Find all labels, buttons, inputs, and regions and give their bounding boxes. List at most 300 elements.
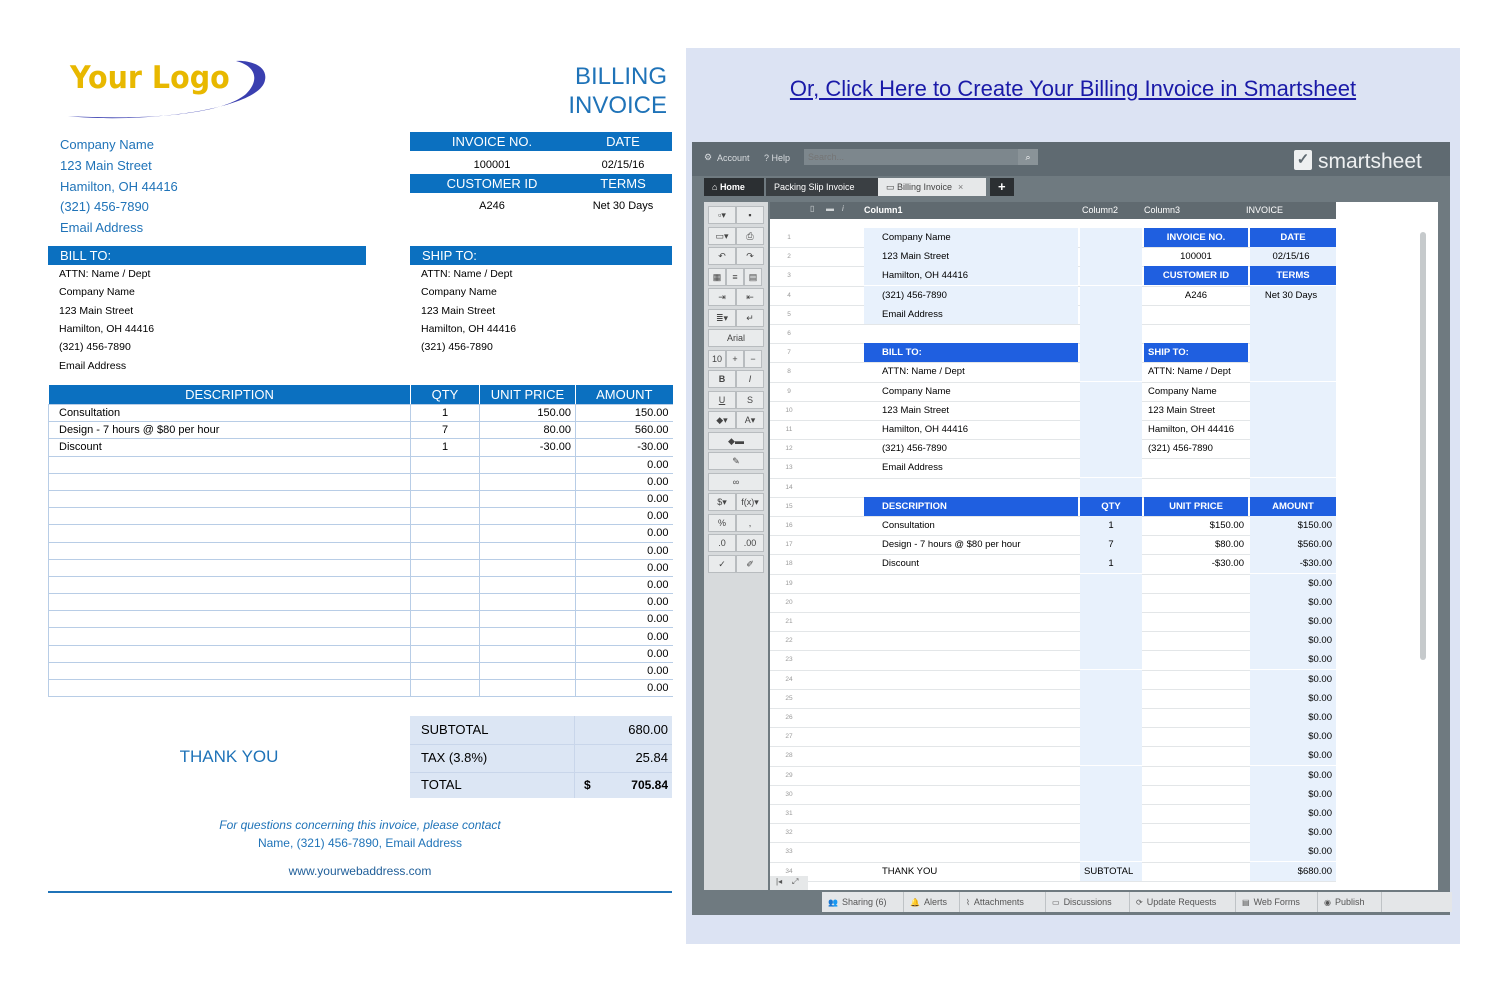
grid-cell[interactable]: $0.00 xyxy=(1308,750,1332,762)
grid-cell[interactable]: BILL TO: xyxy=(864,343,1078,362)
grid-cell[interactable]: TERMS xyxy=(1250,266,1336,285)
company-phone: (321) 456-7890 xyxy=(60,199,149,214)
font-size-select[interactable]: 10 xyxy=(708,350,726,368)
smartsheet-toolbar xyxy=(704,202,768,890)
grid-cell[interactable]: $0.00 xyxy=(1308,673,1332,685)
toolbar-row xyxy=(708,350,764,368)
grid-cell[interactable]: SHIP TO: xyxy=(1144,343,1248,362)
grid-cell[interactable] xyxy=(1080,324,1142,343)
grid-row[interactable] xyxy=(770,266,1336,286)
grid-cell[interactable] xyxy=(864,631,1078,650)
fill-color-icon[interactable]: ◆▾ xyxy=(708,411,736,429)
grid-cell[interactable] xyxy=(1144,650,1248,669)
grid-cell[interactable] xyxy=(864,612,1078,631)
conditional-format-icon[interactable]: ◆▬ xyxy=(708,432,764,450)
table-row xyxy=(49,405,673,422)
table-row xyxy=(49,490,673,507)
account-menu[interactable]: Account xyxy=(717,153,750,163)
grid-cell[interactable] xyxy=(864,785,1078,804)
column-header[interactable]: Column3 xyxy=(1144,205,1181,215)
grid-cell[interactable] xyxy=(1144,305,1248,324)
table-row xyxy=(49,542,673,559)
wrap-icon[interactable]: ↵ xyxy=(736,309,764,327)
bold-icon[interactable]: B xyxy=(708,370,736,388)
text-color-icon[interactable]: A▾ xyxy=(736,411,764,429)
decimal-decrease-icon[interactable]: .00 xyxy=(736,534,764,552)
grid-cell[interactable] xyxy=(1144,324,1248,343)
grid-cell[interactable] xyxy=(1080,650,1142,669)
grid-cell[interactable]: $0.00 xyxy=(1308,712,1332,723)
grid-cell[interactable] xyxy=(864,708,1078,727)
grid-cell[interactable] xyxy=(1080,439,1142,458)
item-unit-price xyxy=(480,456,576,473)
grid-cell[interactable]: 1 xyxy=(1108,520,1114,531)
bottom-tab[interactable] xyxy=(822,892,904,912)
grid-cell[interactable]: $0.00 xyxy=(1308,616,1332,627)
scroll-start-icon[interactable]: |◂ xyxy=(776,877,783,886)
grid-cell[interactable]: $680.00 xyxy=(1297,865,1332,877)
grid-cell[interactable]: $150.00 xyxy=(1209,520,1244,531)
home-icon: ⌂ xyxy=(712,182,720,192)
grid-row[interactable] xyxy=(770,305,1336,325)
grid-cell[interactable] xyxy=(1144,689,1248,708)
grid-cell[interactable] xyxy=(1250,382,1336,401)
grid-cell[interactable]: Hamilton, OH 44416 xyxy=(1148,424,1235,435)
grid-cell[interactable]: $150.00 xyxy=(1297,520,1332,531)
company-city: Hamilton, OH 44416 xyxy=(60,179,178,194)
grid-row[interactable] xyxy=(770,401,1336,421)
grid-cell[interactable]: (321) 456-7890 xyxy=(882,289,947,301)
decimal-increase-icon[interactable]: .0 xyxy=(708,534,736,552)
grid-cell[interactable]: ATTN: Name / Dept xyxy=(1148,366,1231,378)
grid-cell[interactable] xyxy=(1250,458,1336,477)
grid-cell[interactable]: THANK YOU xyxy=(882,865,938,877)
sheet-icon: ▭ xyxy=(886,182,898,192)
grid-cell[interactable] xyxy=(1250,305,1336,324)
grid-cell[interactable]: ATTN: Name / Dept xyxy=(882,366,965,378)
item-unit-price xyxy=(480,594,576,611)
grid-cell[interactable] xyxy=(1080,670,1142,689)
save-icon[interactable]: ▪ xyxy=(736,206,764,224)
smartsheet-topbar xyxy=(692,142,1450,176)
toolbar-row xyxy=(708,309,764,327)
bottom-tab-label: Attachments xyxy=(973,897,1024,907)
tab-home[interactable]: ⌂ Home xyxy=(704,178,764,196)
grid-cell[interactable] xyxy=(1080,401,1142,420)
grid-cell[interactable] xyxy=(864,804,1078,823)
grid-cell[interactable]: $0.00 xyxy=(1308,692,1332,704)
footer-contact-details: Name, (321) 456-7890, Email Address xyxy=(257,836,463,850)
row-number: 28 xyxy=(785,752,793,760)
customer-id-value: A246 xyxy=(479,200,505,212)
grid-cell[interactable] xyxy=(864,689,1078,708)
tax-value: 25.84 xyxy=(635,750,668,765)
table-row xyxy=(49,680,673,697)
grid-row[interactable] xyxy=(770,324,1336,344)
grid-cell[interactable]: 123 Main Street xyxy=(882,251,950,263)
grid-cell[interactable] xyxy=(864,478,1078,497)
grid-cell[interactable] xyxy=(1080,727,1142,746)
grid-cell[interactable] xyxy=(1080,631,1142,650)
strikethrough-icon[interactable]: S xyxy=(736,391,764,409)
grid-cell[interactable] xyxy=(864,593,1078,612)
grid-cell[interactable]: DESCRIPTION xyxy=(864,497,1078,516)
grid-cell[interactable] xyxy=(1080,247,1142,266)
grid-cell[interactable] xyxy=(1144,823,1248,842)
grid-cell[interactable]: A246 xyxy=(1184,289,1208,301)
column-header[interactable]: Column1 xyxy=(864,205,903,215)
undo-icon[interactable]: ↶ xyxy=(708,247,736,265)
grid-cell[interactable] xyxy=(1144,478,1248,497)
grid-cell[interactable]: AMOUNT xyxy=(1250,497,1336,516)
item-unit-price xyxy=(480,662,576,679)
zoom-out-icon[interactable]: − xyxy=(744,350,762,368)
item-qty xyxy=(411,508,480,525)
company-name: Company Name xyxy=(60,137,154,152)
grid-cell[interactable] xyxy=(1080,458,1142,477)
grid-cell[interactable] xyxy=(1080,842,1142,861)
bottom-tab[interactable] xyxy=(904,892,960,912)
grid-row[interactable] xyxy=(770,478,1336,498)
formula-icon[interactable]: f(x)▾ xyxy=(736,493,764,511)
bottom-tab[interactable] xyxy=(1130,892,1236,912)
date-value: 02/15/16 xyxy=(601,159,645,171)
grid-cell[interactable] xyxy=(1144,804,1248,823)
grid-row[interactable] xyxy=(770,382,1336,402)
grid-cell[interactable] xyxy=(864,823,1078,842)
grid-cell[interactable]: $0.00 xyxy=(1308,654,1332,666)
grid-cell[interactable]: 1 xyxy=(1108,558,1114,570)
font-select[interactable]: Arial xyxy=(708,329,764,347)
row-number: 29 xyxy=(785,771,793,779)
italic-icon[interactable]: I xyxy=(736,370,764,388)
grid-footer-controls xyxy=(770,876,808,890)
grid-cell[interactable] xyxy=(1144,670,1248,689)
grid-cell[interactable]: Hamilton, OH 44416 xyxy=(882,270,969,282)
grid-row[interactable] xyxy=(770,708,1336,728)
grid-cell[interactable] xyxy=(1144,458,1248,477)
grid-cell[interactable]: Email Address xyxy=(882,308,943,320)
insert-icon[interactable]: ▭▾ xyxy=(708,227,736,245)
grid-row[interactable] xyxy=(770,554,1336,574)
grid-cell[interactable]: $0.00 xyxy=(1308,577,1332,589)
item-unit-price xyxy=(480,508,576,525)
grid-cell[interactable]: Consultation xyxy=(882,520,935,531)
grid-cell[interactable]: Company Name xyxy=(882,232,951,243)
grid-cell[interactable]: (321) 456-7890 xyxy=(1148,443,1213,455)
grid-cell[interactable] xyxy=(864,650,1078,669)
item-unit-price xyxy=(480,490,576,507)
grid-cell[interactable]: $0.00 xyxy=(1308,596,1332,608)
grid-cell[interactable]: $560.00 xyxy=(1297,539,1332,551)
grid-row[interactable] xyxy=(770,343,1336,363)
grid-cell[interactable] xyxy=(1080,228,1142,247)
item-description: Consultation xyxy=(49,405,411,422)
bottom-tab-label: Web Forms xyxy=(1253,897,1300,907)
grid-cell[interactable]: $0.00 xyxy=(1308,635,1332,647)
outdent-icon[interactable]: ⇤ xyxy=(736,288,764,306)
grid-cell[interactable] xyxy=(1250,362,1336,381)
grid-cell[interactable] xyxy=(1080,804,1142,823)
grid-cell[interactable] xyxy=(1144,842,1248,861)
percent-icon[interactable]: % xyxy=(708,514,736,532)
grid-cell[interactable]: (321) 456-7890 xyxy=(882,443,947,455)
grid-cell[interactable]: Company Name xyxy=(882,385,951,397)
grid-cell[interactable]: -$30.00 xyxy=(1299,558,1332,570)
item-unit-price xyxy=(480,525,576,542)
grid-cell[interactable] xyxy=(1250,324,1336,343)
bottom-tab[interactable] xyxy=(1046,892,1130,912)
attachments-icon: ⌇ xyxy=(966,898,970,907)
grid-cell[interactable] xyxy=(864,670,1078,689)
grid-row[interactable] xyxy=(770,727,1336,747)
item-amount: 0.00 xyxy=(576,473,673,490)
grid-cell[interactable] xyxy=(1080,823,1142,842)
grid-cell[interactable] xyxy=(1080,766,1142,785)
grid-cell[interactable] xyxy=(1080,746,1142,765)
toolbar-row xyxy=(708,370,764,388)
item-amount: 560.00 xyxy=(576,422,673,439)
grid-cell[interactable]: INVOICE NO. xyxy=(1144,228,1248,247)
grid-row[interactable] xyxy=(770,612,1336,632)
bill-to-label: BILL TO: xyxy=(48,246,366,265)
grid-cell[interactable]: $0.00 xyxy=(1308,769,1332,781)
item-qty xyxy=(411,594,480,611)
item-unit-price xyxy=(480,559,576,576)
grid-view-icon[interactable]: ▦ xyxy=(708,268,726,286)
company-street: 123 Main Street xyxy=(60,158,152,173)
grid-cell[interactable] xyxy=(1080,420,1142,439)
row-number: 13 xyxy=(785,464,793,472)
grid-cell[interactable]: Hamilton, OH 44416 xyxy=(882,424,969,435)
grid-cell[interactable] xyxy=(1144,574,1248,593)
grid-cell[interactable]: Design - 7 hours @ $80 per hour xyxy=(882,539,1021,551)
grid-cell[interactable] xyxy=(1250,401,1336,420)
grid-cell[interactable]: $0.00 xyxy=(1308,846,1332,858)
grid-cell[interactable]: SUBTOTAL xyxy=(1084,865,1134,877)
grid-cell[interactable] xyxy=(1080,708,1142,727)
grid-row[interactable] xyxy=(770,804,1336,824)
ship-to-line: Company Name xyxy=(421,286,497,298)
item-description xyxy=(49,473,411,490)
grid-row[interactable] xyxy=(770,593,1336,613)
bottom-tab[interactable] xyxy=(960,892,1046,912)
item-unit-price xyxy=(480,473,576,490)
table-row xyxy=(49,422,673,439)
footer-web-address: www.yourwebaddress.com xyxy=(288,864,432,878)
grid-cell[interactable] xyxy=(864,746,1078,765)
grid-cell[interactable] xyxy=(1080,574,1142,593)
grid-cell[interactable] xyxy=(864,574,1078,593)
grid-cell[interactable] xyxy=(1144,708,1248,727)
bottom-tab-label: Update Requests xyxy=(1146,897,1217,907)
grid-cell[interactable] xyxy=(1080,785,1142,804)
grid-cell[interactable]: DATE xyxy=(1250,228,1336,247)
grid-cell[interactable] xyxy=(1144,862,1248,881)
grid-cell[interactable]: UNIT PRICE xyxy=(1144,497,1248,516)
alerts-icon: 🔔 xyxy=(910,898,920,907)
grid-row[interactable] xyxy=(770,785,1336,805)
item-unit-price xyxy=(480,628,576,645)
highlight-icon[interactable]: ✎ xyxy=(708,452,764,470)
redo-icon[interactable]: ↷ xyxy=(736,247,764,265)
add-tab-button[interactable]: + xyxy=(990,178,1014,196)
grid-row[interactable] xyxy=(770,574,1336,594)
col-header-unit-price: UNIT PRICE xyxy=(480,385,576,405)
clear-format-icon[interactable]: ✓ xyxy=(708,555,736,573)
grid-cell[interactable] xyxy=(1080,305,1142,324)
grid-row[interactable] xyxy=(770,458,1336,478)
tab-packing-slip[interactable]: Packing Slip Invoice xyxy=(766,178,878,196)
search-input[interactable] xyxy=(804,149,1022,165)
underline-icon[interactable]: U xyxy=(708,391,736,409)
attachment-col-icon: ▯ xyxy=(810,204,815,213)
grid-cell[interactable] xyxy=(1144,631,1248,650)
grid-cell[interactable] xyxy=(1080,382,1142,401)
grid-row[interactable] xyxy=(770,862,1336,882)
grid-cell[interactable]: Company Name xyxy=(1148,385,1217,397)
grid-cell[interactable] xyxy=(1080,612,1142,631)
bottom-tab[interactable] xyxy=(1236,892,1318,912)
subtotal-value: 680.00 xyxy=(628,722,668,737)
row-number: 21 xyxy=(785,618,793,625)
gantt-view-icon[interactable]: ≡ xyxy=(726,268,744,286)
grid-row[interactable] xyxy=(770,823,1336,843)
grid-cell[interactable]: Net 30 Days xyxy=(1264,289,1318,301)
item-description xyxy=(49,508,411,525)
grid-cell[interactable] xyxy=(1080,593,1142,612)
info-col-icon: i xyxy=(842,204,844,213)
grid-cell[interactable]: Discount xyxy=(882,558,919,570)
format-painter-icon[interactable]: ✐ xyxy=(736,555,764,573)
grid-cell[interactable] xyxy=(1080,478,1142,497)
grid-cell[interactable] xyxy=(1144,746,1248,765)
grid-cell[interactable] xyxy=(1250,439,1336,458)
align-icon[interactable]: ≣▾ xyxy=(708,309,736,327)
grid-cell[interactable]: $0.00 xyxy=(1308,731,1332,743)
grid-row[interactable] xyxy=(770,420,1336,440)
new-icon[interactable]: ▫▾ xyxy=(708,206,736,224)
grid-row[interactable] xyxy=(770,842,1336,862)
grid-row[interactable] xyxy=(770,286,1336,306)
grid-cell[interactable]: $80.00 xyxy=(1214,539,1244,551)
grid-cell[interactable] xyxy=(864,727,1078,746)
expand-icon[interactable]: ⤢ xyxy=(792,877,799,886)
grid-row[interactable] xyxy=(770,746,1336,766)
toolbar-row xyxy=(708,329,764,347)
grid-cell[interactable] xyxy=(1250,420,1336,439)
vertical-scrollbar[interactable] xyxy=(1420,232,1426,660)
grid-row[interactable] xyxy=(770,631,1336,651)
item-amount: 0.00 xyxy=(576,628,673,645)
grid-cell[interactable]: 100001 xyxy=(1180,251,1212,263)
calendar-view-icon[interactable]: ▤ xyxy=(744,268,762,286)
item-description xyxy=(49,611,411,628)
grid-cell[interactable]: QTY xyxy=(1080,497,1142,516)
row-number: 24 xyxy=(785,675,793,683)
link-icon[interactable]: ∞ xyxy=(708,473,764,491)
toolbar-row xyxy=(708,514,764,532)
ship-to-line: 123 Main Street xyxy=(421,305,496,317)
gear-icon[interactable]: ⚙ xyxy=(704,152,713,162)
grid-cell[interactable] xyxy=(1080,362,1142,381)
grid-cell[interactable]: $0.00 xyxy=(1308,827,1332,839)
item-unit-price xyxy=(480,542,576,559)
bill-to-line: Company Name xyxy=(59,286,135,298)
smartsheet-cta-link[interactable]: Or, Click Here to Create Your Billing Invoice in Smartsheet xyxy=(789,76,1357,101)
search-icon[interactable]: ⌕ xyxy=(1018,149,1038,165)
comma-icon[interactable]: , xyxy=(736,514,764,532)
column-header[interactable]: Column2 xyxy=(1082,205,1119,215)
bottom-tab[interactable] xyxy=(1318,892,1382,912)
close-tab-icon[interactable]: × xyxy=(958,182,964,192)
item-unit-price: 80.00 xyxy=(480,422,576,439)
grid-row[interactable] xyxy=(770,766,1336,786)
grid-cell[interactable]: CUSTOMER ID xyxy=(1144,266,1248,285)
grid-row[interactable] xyxy=(770,535,1336,555)
toolbar-row xyxy=(708,268,764,286)
grid-cell[interactable]: 123 Main Street xyxy=(882,404,950,416)
help-menu[interactable]: ? Help xyxy=(764,153,791,163)
grid-row[interactable] xyxy=(770,228,1336,248)
toolbar-row xyxy=(708,227,764,245)
item-amount: 0.00 xyxy=(576,662,673,679)
grid-row[interactable] xyxy=(770,516,1336,536)
grid-cell[interactable] xyxy=(1080,266,1142,285)
toolbar-row xyxy=(708,555,764,573)
indent-icon[interactable]: ⇥ xyxy=(708,288,736,306)
grid-cell[interactable]: 7 xyxy=(1108,539,1114,551)
grid-cell[interactable] xyxy=(1080,286,1142,305)
grid-row[interactable] xyxy=(770,362,1336,382)
grid-row[interactable] xyxy=(770,689,1336,709)
grid-cell[interactable] xyxy=(1250,343,1336,362)
grid-row[interactable] xyxy=(770,670,1336,690)
totals-divider xyxy=(574,772,575,798)
grid-cell[interactable]: -$30.00 xyxy=(1211,558,1244,570)
grid-row[interactable] xyxy=(770,439,1336,459)
row-number: 27 xyxy=(785,733,793,741)
grid-cell[interactable] xyxy=(1080,343,1142,362)
grid-cell[interactable] xyxy=(1144,766,1248,785)
column-header[interactable]: INVOICE xyxy=(1246,205,1284,215)
grid-cell[interactable] xyxy=(1080,689,1142,708)
zoom-in-icon[interactable]: + xyxy=(726,350,744,368)
grid-cell[interactable]: $0.00 xyxy=(1308,808,1332,819)
grid-cell[interactable]: 02/15/16 xyxy=(1272,251,1310,263)
grid-cell[interactable]: 123 Main Street xyxy=(1148,404,1216,416)
currency-icon[interactable]: $▾ xyxy=(708,493,736,511)
grid-cell[interactable] xyxy=(1144,612,1248,631)
smartsheet-screenshot xyxy=(692,142,1450,915)
grid-cell[interactable] xyxy=(1250,478,1336,497)
grid-cell[interactable] xyxy=(1144,785,1248,804)
grid-cell[interactable]: Email Address xyxy=(882,462,943,474)
grid-cell[interactable] xyxy=(864,324,1078,343)
grid-row[interactable] xyxy=(770,650,1336,670)
grid-cell[interactable] xyxy=(1144,727,1248,746)
grid-cell[interactable]: $0.00 xyxy=(1308,788,1332,800)
item-qty xyxy=(411,542,480,559)
grid-row[interactable] xyxy=(770,497,1336,517)
print-icon[interactable]: ⎙ xyxy=(736,227,764,245)
grid-cell[interactable] xyxy=(864,842,1078,861)
grid-cell[interactable] xyxy=(1144,593,1248,612)
grid-cell[interactable] xyxy=(864,766,1078,785)
title-line1: BILLING xyxy=(574,63,667,90)
grid-row[interactable] xyxy=(770,247,1336,267)
tab-billing-invoice[interactable]: ▭ Billing Invoice × xyxy=(878,178,986,196)
